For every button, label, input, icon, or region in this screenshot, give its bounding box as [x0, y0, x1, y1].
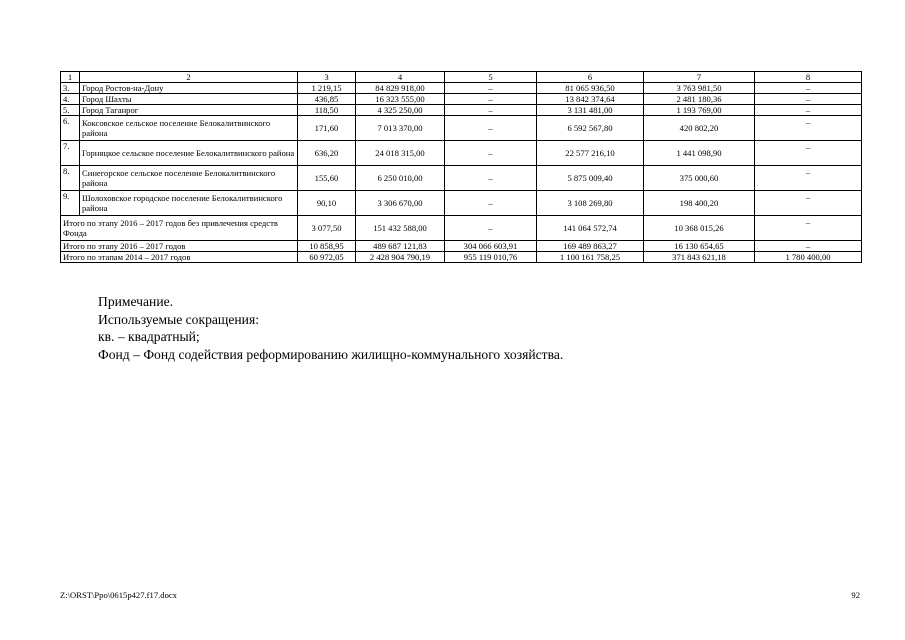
- abbreviation-item: кв. – квадратный;: [98, 329, 200, 344]
- row-name: Коксовское сельское поселение Белокалитвинского района: [80, 116, 298, 141]
- cell-col3: 436,85: [298, 94, 356, 105]
- funding-table: [60, 71, 862, 263]
- cell-col6: 3 131 481,00: [537, 105, 644, 116]
- cell-col4: 4 325 250,00: [356, 105, 445, 116]
- cell-col3: 171,60: [298, 116, 356, 141]
- cell-col3: 155,60: [298, 166, 356, 191]
- cell-col8: –: [755, 116, 862, 141]
- cell-col5: –: [445, 94, 537, 105]
- total-row: [61, 252, 862, 263]
- header-cell: 2: [80, 72, 298, 83]
- cell-col4: 16 323 555,00: [356, 94, 445, 105]
- footer-file-path: Z:\ORST\Ppo\0615p427.f17.docx: [60, 590, 177, 600]
- cell-col8: –: [755, 166, 862, 191]
- cell-col7: 1 441 098,90: [644, 141, 755, 166]
- cell-col7: 1 193 769,00: [644, 105, 755, 116]
- cell-col3: 636,20: [298, 141, 356, 166]
- table-row: [61, 83, 862, 94]
- cell-col7: 198 400,20: [644, 191, 755, 216]
- cell-col8: –: [755, 105, 862, 116]
- abbreviation-item: Фонд – Фонд содействия реформированию жилищно-коммунального хозяйства.: [98, 346, 564, 362]
- cell-col4: 7 013 370,00: [356, 116, 445, 141]
- cell-col6: 3 108 269,80: [537, 191, 644, 216]
- cell-col3: 1 219,15: [298, 83, 356, 94]
- cell-col6: 81 065 936,50: [537, 83, 644, 94]
- total-col5: 955 119 010,76: [445, 252, 537, 263]
- header-cell: 6: [537, 72, 644, 83]
- total-col4: 489 687 121,83: [356, 241, 445, 252]
- table-row: [61, 141, 862, 166]
- row-name: Город Ростов-на-Дону: [80, 83, 298, 94]
- table-row: [61, 116, 862, 141]
- total-col5: –: [445, 216, 537, 241]
- total-col4: 2 428 904 790,19: [356, 252, 445, 263]
- cell-col4: 6 250 010,00: [356, 166, 445, 191]
- total-col8: –: [755, 241, 862, 252]
- cell-col8: –: [755, 83, 862, 94]
- cell-col3: 118,50: [298, 105, 356, 116]
- cell-col7: 375 000,60: [644, 166, 755, 191]
- header-cell: 5: [445, 72, 537, 83]
- total-col6: 1 100 161 758,25: [537, 252, 644, 263]
- total-row: [61, 241, 862, 252]
- table-row: [61, 166, 862, 191]
- cell-col6: 22 577 216,10: [537, 141, 644, 166]
- total-col7: 16 130 654,65: [644, 241, 755, 252]
- cell-col7: 3 763 981,50: [644, 83, 755, 94]
- row-name: Синегорское сельское поселение Белокалитвинского района: [80, 166, 298, 191]
- table-row: [61, 105, 862, 116]
- total-col3: 60 972,05: [298, 252, 356, 263]
- cell-col5: –: [445, 105, 537, 116]
- abbreviations-heading: Используемые сокращения:: [98, 311, 259, 327]
- header-cell: 1: [61, 72, 80, 83]
- cell-col5: –: [445, 166, 537, 191]
- total-col4: 151 432 588,00: [356, 216, 445, 241]
- header-cell: 4: [356, 72, 445, 83]
- cell-col5: –: [445, 141, 537, 166]
- row-name: Город Таганрог: [80, 105, 298, 116]
- cell-col8: –: [755, 94, 862, 105]
- row-number: 3.: [61, 83, 80, 94]
- cell-col7: 420 802,20: [644, 116, 755, 141]
- total-col8: 1 780 400,00: [755, 252, 862, 263]
- total-col8: –: [755, 216, 862, 241]
- total-row: [61, 216, 862, 241]
- cell-col4: 84 829 918,00: [356, 83, 445, 94]
- row-number: 6.: [61, 116, 80, 141]
- cell-col8: –: [755, 191, 862, 216]
- cell-col5: –: [445, 116, 537, 141]
- total-col6: 141 064 572,74: [537, 216, 644, 241]
- header-cell: 8: [755, 72, 862, 83]
- table-header-row: [61, 72, 862, 83]
- total-col5: 304 066 603,91: [445, 241, 537, 252]
- total-col3: 3 077,50: [298, 216, 356, 241]
- row-name: Город Шахты: [80, 94, 298, 105]
- notes-section: [98, 293, 563, 363]
- total-label: Итого по этапу 2016 – 2017 годов без привлечения средств Фонда: [61, 216, 298, 241]
- total-col7: 10 368 015,26: [644, 216, 755, 241]
- row-number: 4.: [61, 94, 80, 105]
- cell-col6: 6 592 567,80: [537, 116, 644, 141]
- total-col7: 371 843 621,18: [644, 252, 755, 263]
- cell-col7: 2 481 180,36: [644, 94, 755, 105]
- table-row: [61, 94, 862, 105]
- cell-col8: –: [755, 141, 862, 166]
- note-heading: Примечание.: [98, 294, 174, 309]
- cell-col6: 5 875 009,40: [537, 166, 644, 191]
- cell-col4: 24 018 315,00: [356, 141, 445, 166]
- cell-col5: –: [445, 83, 537, 94]
- row-number: 5.: [61, 105, 80, 116]
- cell-col4: 3 306 670,00: [356, 191, 445, 216]
- total-label: Итого по этапу 2016 – 2017 годов: [61, 241, 298, 252]
- cell-col6: 13 842 374,64: [537, 94, 644, 105]
- total-col6: 169 489 863,27: [537, 241, 644, 252]
- page-number: 92: [851, 590, 860, 600]
- table-row: [61, 191, 862, 216]
- header-cell: 7: [644, 72, 755, 83]
- row-number: 8.: [61, 166, 80, 191]
- header-cell: 3: [298, 72, 356, 83]
- row-name: Шолоховское городское поселение Белокалитвинского района: [80, 191, 298, 216]
- row-number: 7.: [61, 141, 80, 166]
- row-number: 9.: [61, 191, 80, 216]
- total-label: Итого по этапам 2014 – 2017 годов: [61, 252, 298, 263]
- row-name: Горняцкое сельское поселение Белокалитвинского района: [80, 141, 298, 166]
- total-col3: 10 858,95: [298, 241, 356, 252]
- cell-col3: 90,10: [298, 191, 356, 216]
- cell-col5: –: [445, 191, 537, 216]
